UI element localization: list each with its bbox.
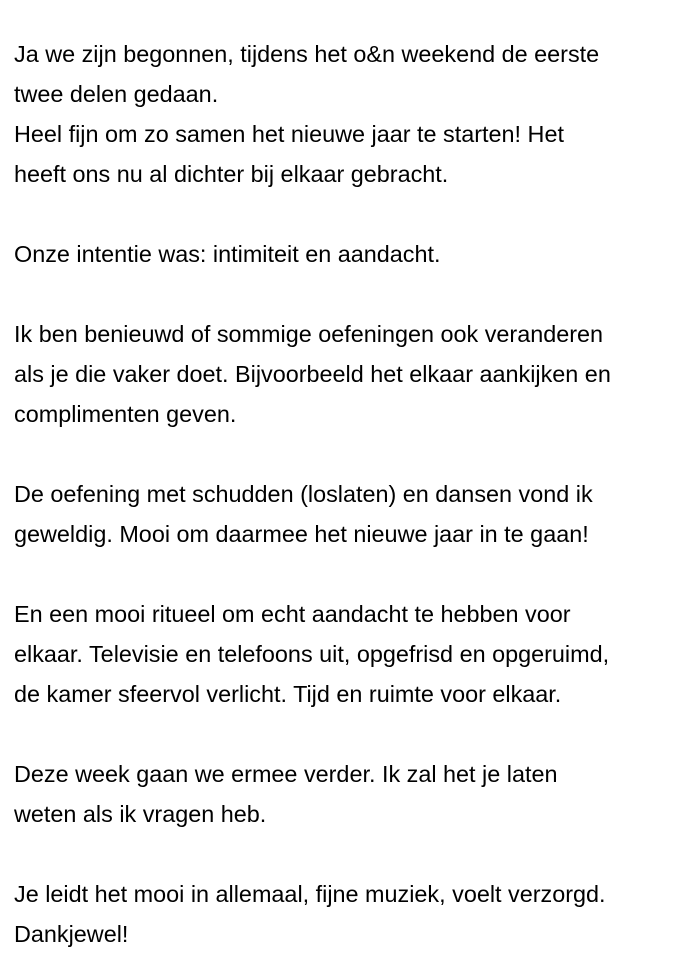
message-paragraph [14, 594, 684, 714]
message-line: Dankjewel! [14, 921, 129, 947]
message-line: heeft ons nu al dichter bij elkaar gebracht. [14, 161, 449, 187]
message-paragraph [14, 754, 684, 834]
message-line: Je leidt het mooi in allemaal, fijne muziek, voelt verzorgd. [14, 881, 606, 907]
message-line: Ja we zijn begonnen, tijdens het o&n weekend de eerste [14, 41, 600, 67]
message-line: de kamer sfeervol verlicht. Tijd en ruimte voor elkaar. [14, 681, 562, 707]
message-paragraph [14, 314, 684, 434]
message-line: En een mooi ritueel om echt aandacht te hebben voor [14, 601, 571, 627]
message-paragraph [14, 234, 684, 274]
message-line: elkaar. Televisie en telefoons uit, opgefrisd en opgeruimd, [14, 641, 610, 667]
message-line: complimenten geven. [14, 401, 237, 427]
message-line: Deze week gaan we ermee verder. Ik zal het je laten [14, 761, 558, 787]
message-paragraph [14, 34, 684, 194]
message-paragraph [14, 874, 684, 954]
message-line: als je die vaker doet. Bijvoorbeeld het elkaar aankijken en [14, 361, 611, 387]
message-paragraph [14, 474, 684, 554]
message-line: Ik ben benieuwd of sommige oefeningen ook veranderen [14, 321, 604, 347]
message-line: geweldig. Mooi om daarmee het nieuwe jaar in te gaan! [14, 521, 589, 547]
message-line: Onze intentie was: intimiteit en aandacht. [14, 241, 441, 267]
message-body [14, 34, 684, 954]
message-line: weten als ik vragen heb. [14, 801, 267, 827]
message-line: Heel fijn om zo samen het nieuwe jaar te starten! Het [14, 121, 564, 147]
message-line: De oefening met schudden (loslaten) en dansen vond ik [14, 481, 593, 507]
message-line: twee delen gedaan. [14, 81, 219, 107]
